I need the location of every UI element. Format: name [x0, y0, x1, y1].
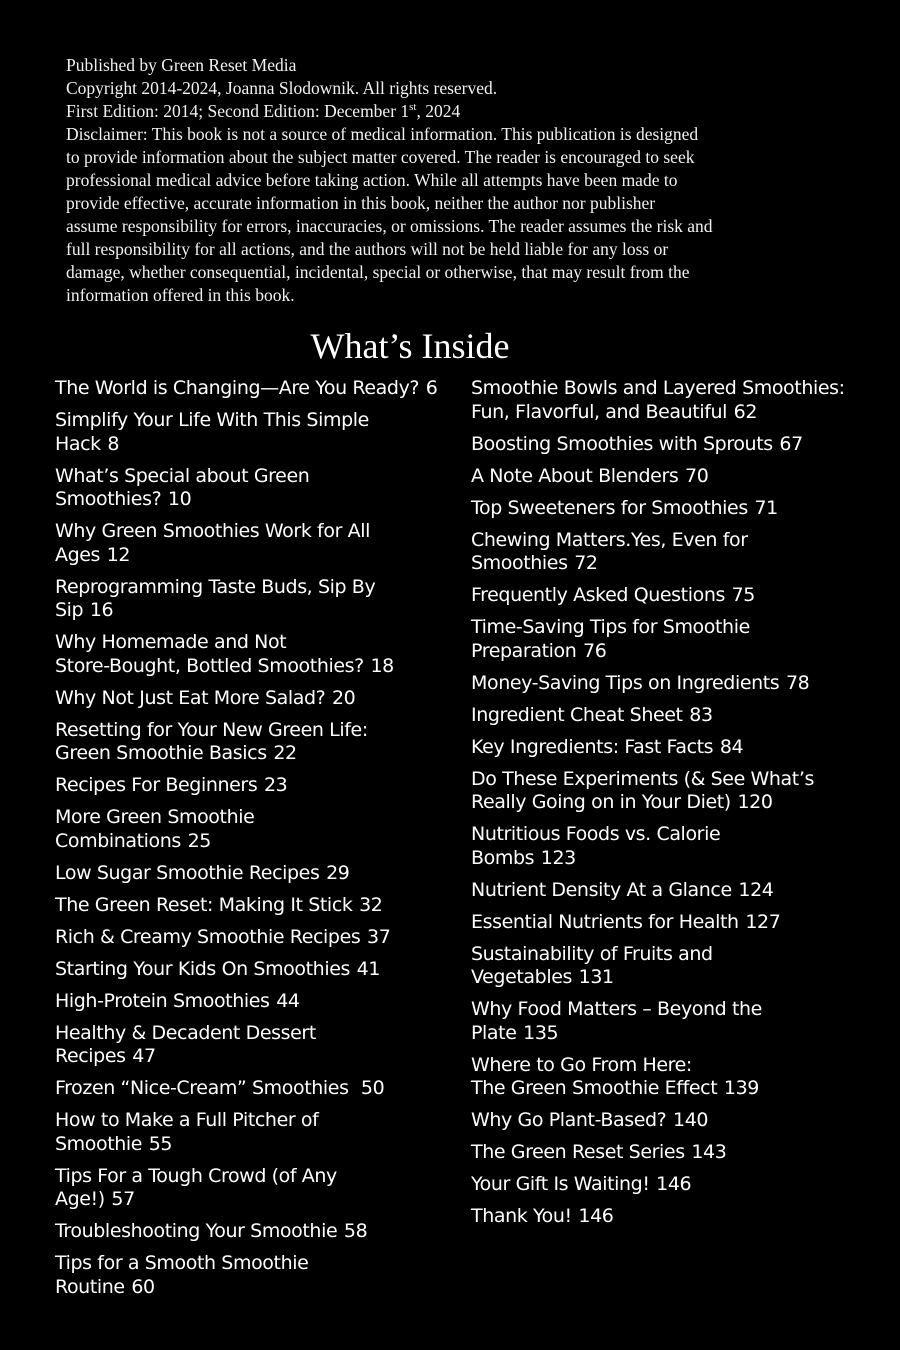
toc-entry-title: Tips for a Smooth Smoothie: [55, 1252, 309, 1274]
toc-entry-title: Fun, Flavorful, and Beautiful: [471, 400, 728, 423]
toc-entry[interactable]: [55, 520, 455, 567]
toc-entry[interactable]: [471, 736, 891, 760]
toc-page-number: 41: [356, 957, 381, 980]
toc-entry-title: Hack: [55, 432, 101, 455]
toc-entry[interactable]: [471, 529, 891, 576]
toc-entry-title: The World is Changing—Are You Ready?: [55, 377, 420, 399]
toc-page-number: 29: [326, 861, 350, 884]
toc-entry-title: Boosting Smoothies with Sprouts: [471, 432, 773, 455]
toc-entry-line: [471, 1173, 891, 1197]
disclaimer-line: assume responsibility for errors, inaccuracies, or omissions. The reader assumes the risk and: [66, 216, 713, 236]
toc-entry[interactable]: [55, 687, 455, 711]
toc-entry-line: [55, 990, 455, 1014]
toc-entry-line: [471, 911, 891, 935]
toc-page-number: 62: [733, 400, 758, 423]
toc-column-right: [471, 377, 891, 1237]
toc-entry-title: Money-Saving Tips on Ingredients: [471, 671, 780, 694]
disclaimer-line: professional medical advice before taking action. While all attempts have been made to: [66, 170, 678, 190]
toc-entry[interactable]: [471, 1141, 891, 1165]
toc-page-number: 84: [719, 735, 744, 758]
front-matter: [66, 54, 826, 307]
toc-entry-line: [471, 791, 891, 815]
toc-entry-title: Recipes For Beginners: [55, 774, 258, 796]
toc-entry-title: Why Go Plant-Based?: [471, 1109, 667, 1131]
toc-entry-line: [55, 1109, 455, 1133]
toc-page-number: 143: [691, 1141, 727, 1163]
toc-entry-line: [471, 433, 891, 457]
toc-page-number: 44: [276, 989, 300, 1012]
disclaimer-line: provide effective, accurate information in this book, neither the author nor publisher: [66, 193, 656, 213]
toc-title: What’s Inside: [310, 326, 510, 366]
toc-entry-line: [471, 1077, 891, 1101]
toc-entry-line: [471, 672, 891, 696]
toc-entry[interactable]: [471, 672, 891, 696]
toc-entry-title: Thank You!: [471, 1205, 572, 1227]
toc-entry-line: [55, 1252, 455, 1276]
toc-entry-title: Tips For a Tough Crowd (of Any: [55, 1164, 337, 1187]
toc-entry[interactable]: [55, 409, 455, 456]
toc-entry[interactable]: [471, 704, 891, 728]
toc-entry-title: Bombs: [471, 846, 535, 869]
toc-page-number: 78: [785, 671, 810, 694]
edition-year: , 2024: [416, 101, 461, 121]
toc-entry-line: [55, 806, 455, 830]
toc-entry[interactable]: [471, 1109, 891, 1133]
toc-page-number: 72: [574, 552, 598, 574]
toc-entry-line: [55, 409, 455, 433]
toc-entry[interactable]: [471, 911, 891, 935]
toc-page-number: 120: [737, 791, 773, 813]
toc-page-number: 57: [111, 1188, 135, 1210]
toc-entry[interactable]: [55, 926, 455, 950]
toc-entry-line: [55, 1165, 455, 1189]
toc-entry-line: [55, 926, 455, 950]
toc-page-number: 50: [360, 1077, 385, 1099]
toc-entry[interactable]: [55, 631, 455, 678]
toc-entry[interactable]: [471, 465, 891, 489]
toc-entry-line: [471, 465, 891, 489]
toc-entry-title: High-Protein Smoothies: [55, 989, 270, 1012]
toc-entry-line: [471, 584, 891, 608]
toc-entry-title: Where to Go From Here:: [471, 1053, 692, 1076]
toc-entry[interactable]: [471, 1054, 891, 1101]
toc-entry-line: [55, 465, 455, 489]
toc-page-number: 146: [656, 1173, 692, 1195]
toc-entry-line: [55, 433, 455, 457]
toc-entry-title: Vegetables: [471, 966, 572, 988]
toc-entry-title: Nutritious Foods vs. Calorie: [471, 823, 721, 845]
toc-entry-line: [55, 488, 455, 512]
toc-entry-title: Why Food Matters – Beyond the: [471, 998, 762, 1020]
toc-page-number: 6: [425, 377, 438, 399]
toc-page-number: 83: [689, 703, 713, 726]
publisher-line: Published by Green Reset Media: [66, 55, 297, 75]
toc-page-number: 55: [148, 1132, 173, 1155]
toc-entry[interactable]: [55, 862, 455, 886]
toc-page-number: 8: [107, 432, 120, 455]
toc-entry[interactable]: [471, 879, 891, 903]
toc-entry-title: Sustainability of Fruits and: [471, 942, 713, 965]
toc-entry[interactable]: [471, 377, 891, 424]
disclaimer-line: damage, whether consequential, incidental, special or otherwise, that may result from the: [66, 262, 690, 282]
toc-entry-line: [55, 774, 455, 798]
toc-entry[interactable]: [55, 990, 455, 1014]
toc-entry-title: Green Smoothie Basics: [55, 742, 267, 764]
toc-page-number: 131: [578, 966, 614, 988]
toc-page-number: 25: [187, 829, 211, 852]
disclaimer: [66, 123, 826, 307]
toc-entry[interactable]: [55, 576, 455, 623]
toc-page-number: 146: [578, 1205, 614, 1227]
toc-entry-line: [471, 497, 891, 521]
toc-entry-line: [55, 544, 455, 568]
toc-entry-line: [471, 879, 891, 903]
toc-entry-line: [471, 640, 891, 664]
toc-page-number: 75: [731, 584, 755, 606]
toc-entry-line: [471, 529, 891, 553]
toc-entry-title: Healthy & Decadent Dessert: [55, 1021, 316, 1044]
toc-entry-line: [55, 719, 455, 743]
toc-page-number: 123: [540, 846, 576, 869]
toc-entry-line: [471, 552, 891, 576]
toc-entry-title: Store-Bought, Bottled Smoothies?: [55, 654, 364, 677]
edition-text: First Edition: 2014; Second Edition: December 1: [66, 101, 410, 121]
toc-entry-line: [55, 862, 455, 886]
toc-entry[interactable]: [55, 377, 455, 401]
toc-entry[interactable]: [471, 768, 891, 815]
toc-entry-title: Starting Your Kids On Smoothies: [55, 957, 350, 980]
toc-entry-title: Do These Experiments (& See What’s: [471, 767, 814, 790]
toc-entry-line: [471, 704, 891, 728]
toc-entry-title: Top Sweeteners for Smoothies: [471, 496, 748, 519]
toc-entry-title: Rich & Creamy Smoothie Recipes: [55, 925, 361, 948]
toc-entry-title: Routine: [55, 1275, 125, 1298]
toc-entry[interactable]: [471, 1205, 891, 1229]
toc-entry-line: [471, 1054, 891, 1078]
toc-entry-line: [471, 847, 891, 871]
toc-entry-line: [55, 1133, 455, 1157]
toc-page-number: 139: [723, 1077, 759, 1099]
toc-entry-line: [55, 1220, 455, 1244]
toc-entry-line: [471, 401, 891, 425]
toc-entry[interactable]: [471, 616, 891, 663]
toc-entry-title: Why Green Smoothies Work for All: [55, 520, 370, 542]
toc-entry-line: [55, 599, 455, 623]
toc-entry-title: Simplify Your Life With This Simple: [55, 409, 369, 431]
toc-entry[interactable]: [471, 943, 891, 990]
toc-entry-title: Essential Nutrients for Health: [471, 910, 739, 933]
toc-entry[interactable]: [55, 774, 455, 798]
toc-page-number: 140: [673, 1109, 709, 1131]
toc-page-number: 23: [263, 774, 288, 796]
toc-entry-line: [471, 1141, 891, 1165]
toc-entry-line: [471, 966, 891, 990]
toc-entry-title: Why Homemade and Not: [55, 631, 287, 653]
toc-entry-title: Nutrient Density At a Glance: [471, 878, 732, 901]
toc-entry[interactable]: [471, 433, 891, 457]
toc-page-number: 124: [738, 878, 774, 901]
toc-entry-title: The Green Reset Series: [471, 1141, 685, 1163]
toc-entry-line: [471, 943, 891, 967]
toc-entry-title: Smoothies: [471, 552, 568, 574]
toc-page-number: 20: [331, 686, 356, 709]
toc-entry-line: [55, 742, 455, 766]
toc-entry-title: Really Going on in Your Diet): [471, 791, 731, 813]
toc-page-number: 47: [132, 1045, 156, 1067]
toc-entry-line: [471, 377, 891, 401]
toc-entry-line: [55, 377, 455, 401]
toc-entry[interactable]: [471, 823, 891, 870]
disclaimer-line: information offered in this book.: [66, 285, 295, 305]
toc-entry-title: Chewing Matters.Yes, Even for: [471, 528, 748, 551]
toc-entry-title: Time-Saving Tips for Smoothie: [471, 616, 750, 638]
toc-entry-title: Reprogramming Taste Buds, Sip By: [55, 575, 376, 598]
toc-entry-line: [55, 1188, 455, 1212]
toc-page-number: 60: [131, 1275, 155, 1298]
toc-entry-line: [55, 631, 455, 655]
toc-entry-title: Plate: [471, 1021, 517, 1044]
toc-entry-title: Troubleshooting Your Smoothie: [55, 1220, 338, 1242]
toc-page-number: 71: [754, 496, 778, 519]
toc-entry-title: Combinations: [55, 829, 181, 852]
toc-entry-line: [55, 576, 455, 600]
toc-entry-title: The Green Smoothie Effect: [471, 1077, 718, 1099]
toc-entry[interactable]: [471, 1173, 891, 1197]
toc-entry-line: [55, 655, 455, 679]
toc-entry-line: [471, 768, 891, 792]
toc-entry[interactable]: [471, 584, 891, 608]
toc-entry-title: The Green Reset: Making It Stick: [55, 893, 353, 916]
toc-entry-title: Age!): [55, 1188, 105, 1210]
toc-entry[interactable]: [55, 719, 455, 766]
toc-entry-line: [55, 1045, 455, 1069]
toc-entry-title: Ages: [55, 543, 101, 566]
toc-entry-line: [55, 894, 455, 918]
toc-page-number: 16: [89, 599, 114, 621]
toc-entry-title: Smoothie Bowls and Layered Smoothies:: [471, 377, 845, 399]
toc-entry-title: Sip: [55, 599, 84, 621]
toc-page-number: 127: [745, 910, 781, 933]
toc-entry-title: Key Ingredients: Fast Facts: [471, 735, 714, 758]
toc-entry-line: [55, 520, 455, 544]
toc-entry-line: [471, 1022, 891, 1046]
toc-entry-title: Smoothie: [55, 1132, 143, 1155]
toc-page-number: 67: [779, 432, 803, 455]
edition-ordinal: st: [409, 101, 417, 114]
copyright-line: Copyright 2014-2024, Joanna Slodownik. All rights reserved.: [66, 78, 498, 98]
toc-entry-title: Ingredient Cheat Sheet: [471, 703, 683, 726]
toc-entry-line: [471, 823, 891, 847]
toc-page-number: 37: [367, 925, 391, 948]
toc-entry[interactable]: [471, 497, 891, 521]
edition-line: [66, 100, 826, 123]
toc-entry-title: How to Make a Full Pitcher of: [55, 1109, 319, 1131]
toc-entry-line: [55, 687, 455, 711]
toc-entry-title: Why Not Just Eat More Salad?: [55, 686, 326, 709]
toc-column-left: [55, 377, 455, 1308]
toc-entry[interactable]: [55, 958, 455, 982]
toc-page-number: 58: [343, 1220, 368, 1242]
toc-entry[interactable]: [55, 894, 455, 918]
toc-entry[interactable]: [55, 1220, 455, 1244]
toc-page-number: 70: [685, 464, 709, 487]
toc-page-number: 10: [167, 488, 192, 510]
toc-page-number: 32: [359, 893, 383, 916]
toc-entry-line: [471, 616, 891, 640]
toc-entry-line: [55, 830, 455, 854]
toc-entry-line: [471, 1109, 891, 1133]
toc-entry-line: [55, 1077, 455, 1101]
toc-entry-title: Resetting for Your New Green Life:: [55, 718, 368, 741]
toc-entry-title: Smoothies?: [55, 488, 162, 510]
disclaimer-line: Disclaimer: This book is not a source of medical information. This publication is designed: [66, 124, 699, 144]
toc-entry[interactable]: [55, 1077, 455, 1101]
toc-entry-title: More Green Smoothie: [55, 806, 255, 828]
toc-entry[interactable]: [55, 806, 455, 853]
toc-entry[interactable]: [55, 1022, 455, 1069]
toc-page-number: 12: [106, 543, 131, 566]
toc-page-number: 135: [523, 1021, 559, 1044]
toc-entry-title: Frequently Asked Questions: [471, 584, 725, 606]
toc-page-number: 22: [273, 742, 297, 764]
toc-entry-title: Low Sugar Smoothie Recipes: [55, 861, 320, 884]
toc-entry[interactable]: [471, 998, 891, 1045]
toc-entry-title: Frozen “Nice-Cream” Smoothies: [55, 1077, 355, 1099]
toc-entry-line: [55, 958, 455, 982]
toc-entry-line: [471, 998, 891, 1022]
toc-entry-title: A Note About Blenders: [471, 464, 679, 487]
disclaimer-line: to provide information about the subject matter covered. The reader is encouraged to seek: [66, 147, 695, 167]
toc-entry-title: Recipes: [55, 1045, 126, 1067]
toc-entry-title: Your Gift Is Waiting!: [471, 1173, 650, 1195]
toc-entry-title: Preparation: [471, 639, 577, 662]
toc-page-number: 18: [370, 654, 394, 677]
toc-entry-line: [471, 1205, 891, 1229]
toc-entry-line: [55, 1276, 455, 1300]
toc-entry-line: [471, 736, 891, 760]
toc-entry[interactable]: [55, 1252, 455, 1299]
toc-entry[interactable]: [55, 1109, 455, 1156]
disclaimer-line: full responsibility for all actions, and the authors will not be held liable for any loss or: [66, 239, 669, 259]
toc-entry[interactable]: [55, 465, 455, 512]
toc-entry[interactable]: [55, 1165, 455, 1212]
toc-entry-title: What’s Special about Green: [55, 464, 310, 487]
toc-page-number: 76: [583, 639, 607, 662]
toc-entry-line: [55, 1022, 455, 1046]
